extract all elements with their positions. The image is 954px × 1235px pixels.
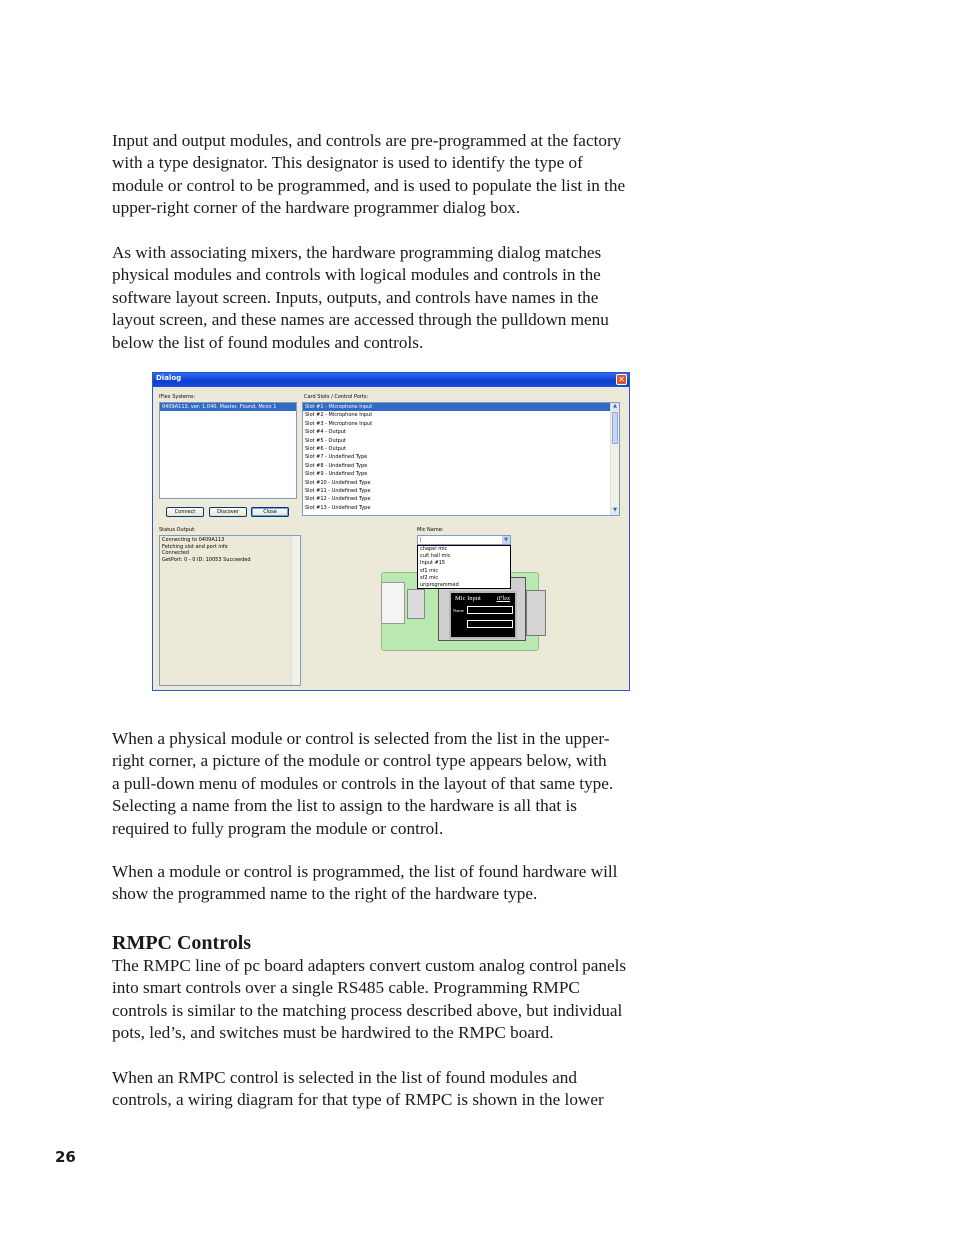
- section-heading: RMPC Controls: [112, 932, 252, 954]
- paragraph-physical-selection: [112, 728, 682, 840]
- text-line: When an RMPC control is selected in the list of found modules and: [112, 1068, 577, 1087]
- mic-name-select[interactable]: [417, 535, 511, 545]
- text-line: controls, a wiring diagram for that type of RMPC is shown in the lower: [112, 1090, 604, 1110]
- text-line: required to fully program the module or control.: [112, 818, 444, 838]
- board-connector-small: [407, 589, 425, 619]
- port-list-item[interactable]: Slot #1 - Microphone Input: [303, 403, 619, 411]
- port-list-item[interactable]: Slot #12 - Undefined Type: [305, 496, 371, 503]
- status-line: GetPort: 0 - 0 ID: 10053 Succeeded: [162, 556, 251, 563]
- port-list-item[interactable]: Slot #4 - Output: [305, 429, 346, 436]
- paragraph-rmpc-line: [112, 955, 682, 1045]
- text-line: show the programmed name to the right of the hardware type.: [112, 884, 538, 904]
- port-list-item[interactable]: Slot #2 - Microphone Input: [305, 412, 373, 419]
- hardware-name-field-2: [467, 620, 513, 628]
- text-line: right corner, a picture of the module or control type appears below, with: [112, 751, 607, 771]
- hardware-edge-connector: [526, 590, 546, 636]
- text-line: pots, led’s, and switches must be hardwired to the RMPC board.: [112, 1023, 554, 1043]
- port-list-item[interactable]: Slot #7 - Undefined Type: [305, 454, 368, 461]
- paragraph-factory-designator: [112, 130, 682, 220]
- mic-option[interactable]: cult hall mic: [420, 553, 451, 560]
- port-list-item[interactable]: Slot #3 - Microphone Input: [305, 420, 373, 427]
- mic-option[interactable]: sf1 mic: [420, 567, 439, 574]
- status-scrollbar[interactable]: [291, 536, 300, 685]
- dialog-title: Dialog: [156, 374, 182, 382]
- text-line: physical modules and controls with logical modules and controls in the: [112, 265, 601, 285]
- mic-name-value: |: [420, 537, 422, 543]
- discover-button[interactable]: Discover: [209, 507, 247, 517]
- paragraph-associating-mixers: [112, 242, 682, 354]
- page-number: 26: [55, 1148, 76, 1166]
- chevron-down-icon[interactable]: ▼: [502, 536, 510, 544]
- paragraph-programmed-name: [112, 861, 682, 906]
- text-line: with a type designator. This designator is used to identify the type of: [112, 153, 583, 173]
- systems-list-item[interactable]: 0409A113, ver: 1.040, Master, Found, Mcon 1: [160, 403, 296, 411]
- text-line: As with associating mixers, the hardware programming dialog matches: [112, 243, 602, 262]
- close-button[interactable]: Close: [251, 507, 289, 517]
- status-output: [159, 535, 301, 686]
- text-line: When a module or control is programmed, the list of found hardware will: [112, 862, 618, 881]
- text-line: controls is similar to the matching process described above, but individual: [112, 1000, 623, 1020]
- paragraph-rmpc-selected: [112, 1067, 682, 1112]
- scroll-thumb[interactable]: [612, 412, 618, 444]
- port-list-item[interactable]: Slot #13 - Undefined Type: [305, 504, 371, 511]
- dialog-titlebar[interactable]: [153, 373, 629, 387]
- text-line: Selecting a name from the list to assign to the hardware is all that is: [112, 796, 577, 816]
- text-line: below the list of found modules and controls.: [112, 332, 424, 352]
- status-line: Connected: [162, 550, 189, 557]
- ports-list[interactable]: [302, 402, 620, 516]
- port-list-item[interactable]: Slot #6 - Output: [305, 446, 346, 453]
- scroll-up-icon[interactable]: ▲: [611, 403, 619, 411]
- status-label: Status Output:: [159, 527, 196, 533]
- systems-label: iFlex Systems:: [159, 394, 196, 400]
- board-connector: [381, 582, 405, 624]
- connect-button[interactable]: Connect: [166, 507, 204, 517]
- ports-scrollbar[interactable]: [610, 403, 619, 515]
- text-line: Input and output modules, and controls are pre-programmed at the factory: [112, 131, 622, 150]
- mic-option[interactable]: Input #15: [420, 560, 446, 567]
- text-line: The RMPC line of pc board adapters convert custom analog control panels: [112, 956, 627, 975]
- hardware-name-label: Name: [453, 608, 464, 613]
- mic-name-label: Mic Name:: [417, 527, 444, 533]
- text-line: software layout screen. Inputs, outputs, and controls have names in the: [112, 287, 599, 307]
- mic-option[interactable]: unprogrammed: [420, 582, 459, 589]
- port-list-item[interactable]: Slot #5 - Output: [305, 437, 346, 444]
- status-line: Connecting to 0409A113: [162, 537, 225, 543]
- text-line: upper-right corner of the hardware programmer dialog box.: [112, 198, 521, 218]
- mic-option[interactable]: chapel mic: [420, 546, 448, 552]
- text-line: module or control to be programmed, and is used to populate the list in the: [112, 175, 626, 195]
- port-list-item[interactable]: Slot #9 - Undefined Type: [305, 471, 368, 478]
- port-list-item[interactable]: Slot #8 - Undefined Type: [305, 462, 368, 469]
- scroll-down-icon[interactable]: ▼: [611, 507, 619, 515]
- hardware-title: Mic Input: [455, 595, 481, 602]
- text-line: into smart controls over a single RS485 cable. Programming RMPC: [112, 978, 580, 998]
- close-icon[interactable]: ✕: [616, 374, 627, 385]
- port-list-item[interactable]: Slot #10 - Undefined Type: [305, 479, 371, 486]
- mic-name-dropdown[interactable]: [417, 545, 511, 589]
- status-line: Fetching slot and port info: [162, 543, 228, 550]
- mic-input-panel: [449, 591, 517, 639]
- port-list-item[interactable]: Slot #11 - Undefined Type: [305, 488, 371, 495]
- hardware-brand: iFlex: [496, 595, 510, 602]
- hardware-name-field-1: [467, 606, 513, 614]
- systems-list[interactable]: [159, 402, 297, 499]
- mic-option[interactable]: sf2 mic: [420, 574, 439, 581]
- hardware-programmer-dialog: [152, 372, 630, 691]
- ports-label: Card Slots / Control Ports:: [304, 394, 369, 400]
- text-line: a pull-down menu of modules or controls in the layout of that same type.: [112, 773, 614, 793]
- text-line: layout screen, and these names are accessed through the pulldown menu: [112, 310, 609, 330]
- text-line: When a physical module or control is selected from the list in the upper-: [112, 729, 610, 748]
